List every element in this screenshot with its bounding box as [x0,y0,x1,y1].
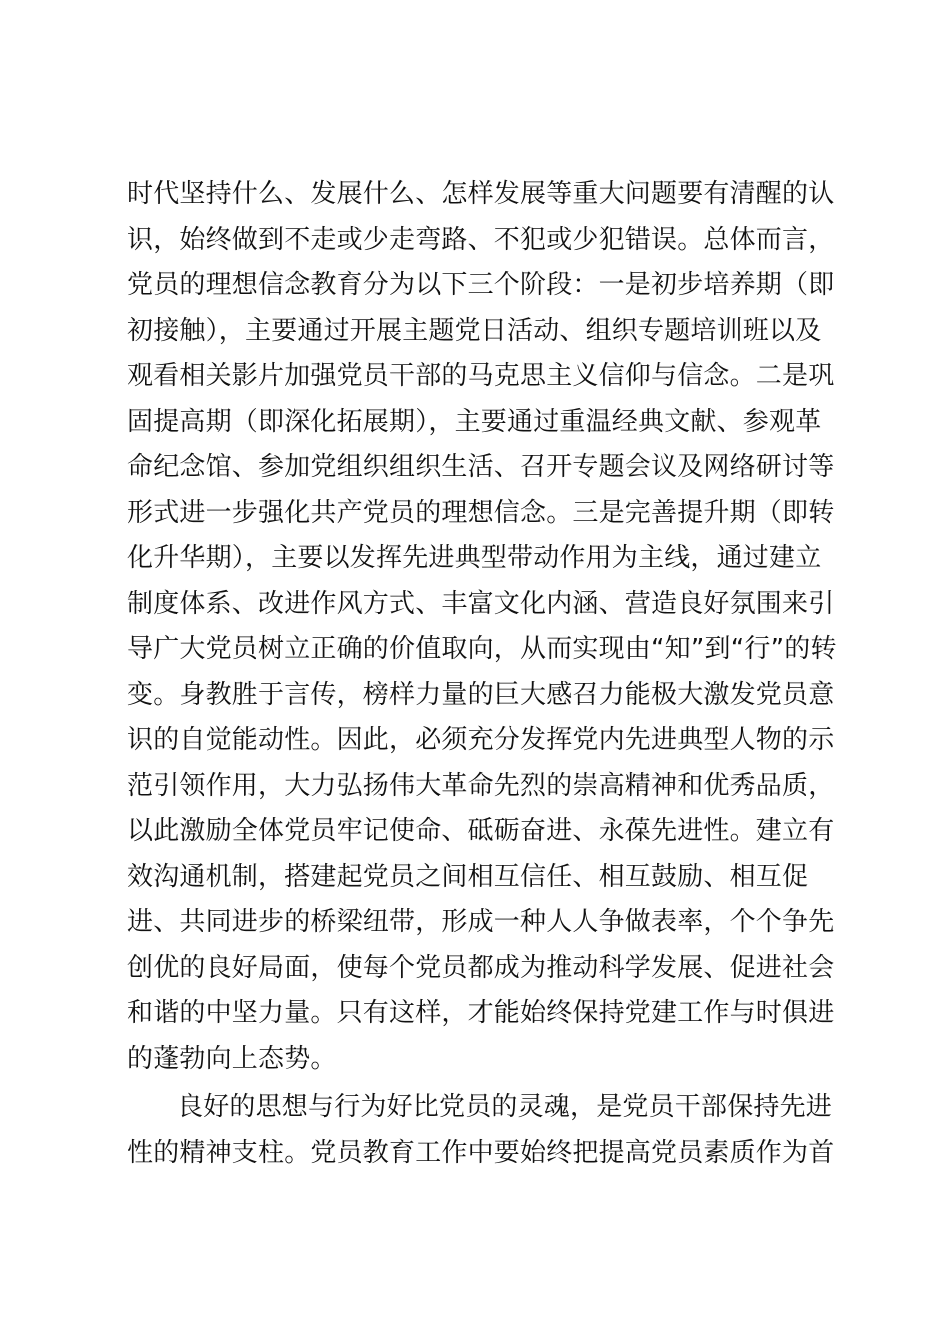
text-line: 性的精神支柱。党员教育工作中要始终把提高党员素质作为首 [127,1137,835,1168]
paragraph-1 [127,172,837,1082]
text-line: 制度体系、改进作风方式、丰富文化内涵、营造良好氛围来引 [127,588,835,619]
text-line: 时代坚持什么、发展什么、怎样发展等重大问题要有清醒的认 [127,179,835,209]
text-line: 命纪念馆、参加党组织组织生活、召开专题会议及网络研讨等 [127,452,835,482]
text-line: 进、共同进步的桥梁纽带，形成一种人人争做表率，个个争先 [127,907,835,937]
text-line: 观看相关影片加强党员干部的马克思主义信仰与信念。二是巩 [127,361,835,391]
body-text [127,172,837,1176]
text-line: 变。身教胜于言传，榜样力量的巨大感召力能极大激发党员意 [127,679,835,710]
text-line: 识，始终做到不走或少走弯路、不犯或少犯错误。总体而言， [127,224,835,255]
text-line: 创优的良好局面，使每个党员都成为推动科学发展、促进社会 [127,952,835,983]
text-line: 识的自觉能动性。因此，必须充分发挥党内先进典型人物的示 [127,725,835,755]
text-line: 范引领作用，大力弘扬伟大革命先烈的崇高精神和优秀品质， [127,770,835,801]
text-line: 效沟通机制，搭建起党员之间相互信任、相互鼓励、相互促 [127,861,809,892]
text-line: 导广大党员树立正确的价值取向，从而实现由“知”到“行”的转 [127,634,837,664]
text-line: 以此激励全体党员牢记使命、砥砺奋进、永葆先进性。建立有 [127,816,835,846]
text-line: 化升华期），主要以发挥先进典型带动作用为主线，通过建立 [127,543,822,573]
text-line: 的蓬勃向上态势。 [127,1043,337,1074]
text-line: 固提高期（即深化拓展期），主要通过重温经典文献、参观革 [127,406,822,437]
text-line: 党员的理想信念教育分为以下三个阶段：一是初步培养期（即 [127,270,835,300]
paragraph-2 [127,1085,835,1176]
text-line: 形式进一步强化共产党员的理想信念。三是完善提升期（即转 [127,497,835,528]
text-line: 初接触），主要通过开展主题党日活动、组织专题培训班以及 [127,315,822,346]
text-line: 良好的思想与行为好比党员的灵魂，是党员干部保持先进 [177,1092,833,1122]
text-line: 和谐的中坚力量。只有这样，才能始终保持党建工作与时俱进 [127,998,835,1028]
